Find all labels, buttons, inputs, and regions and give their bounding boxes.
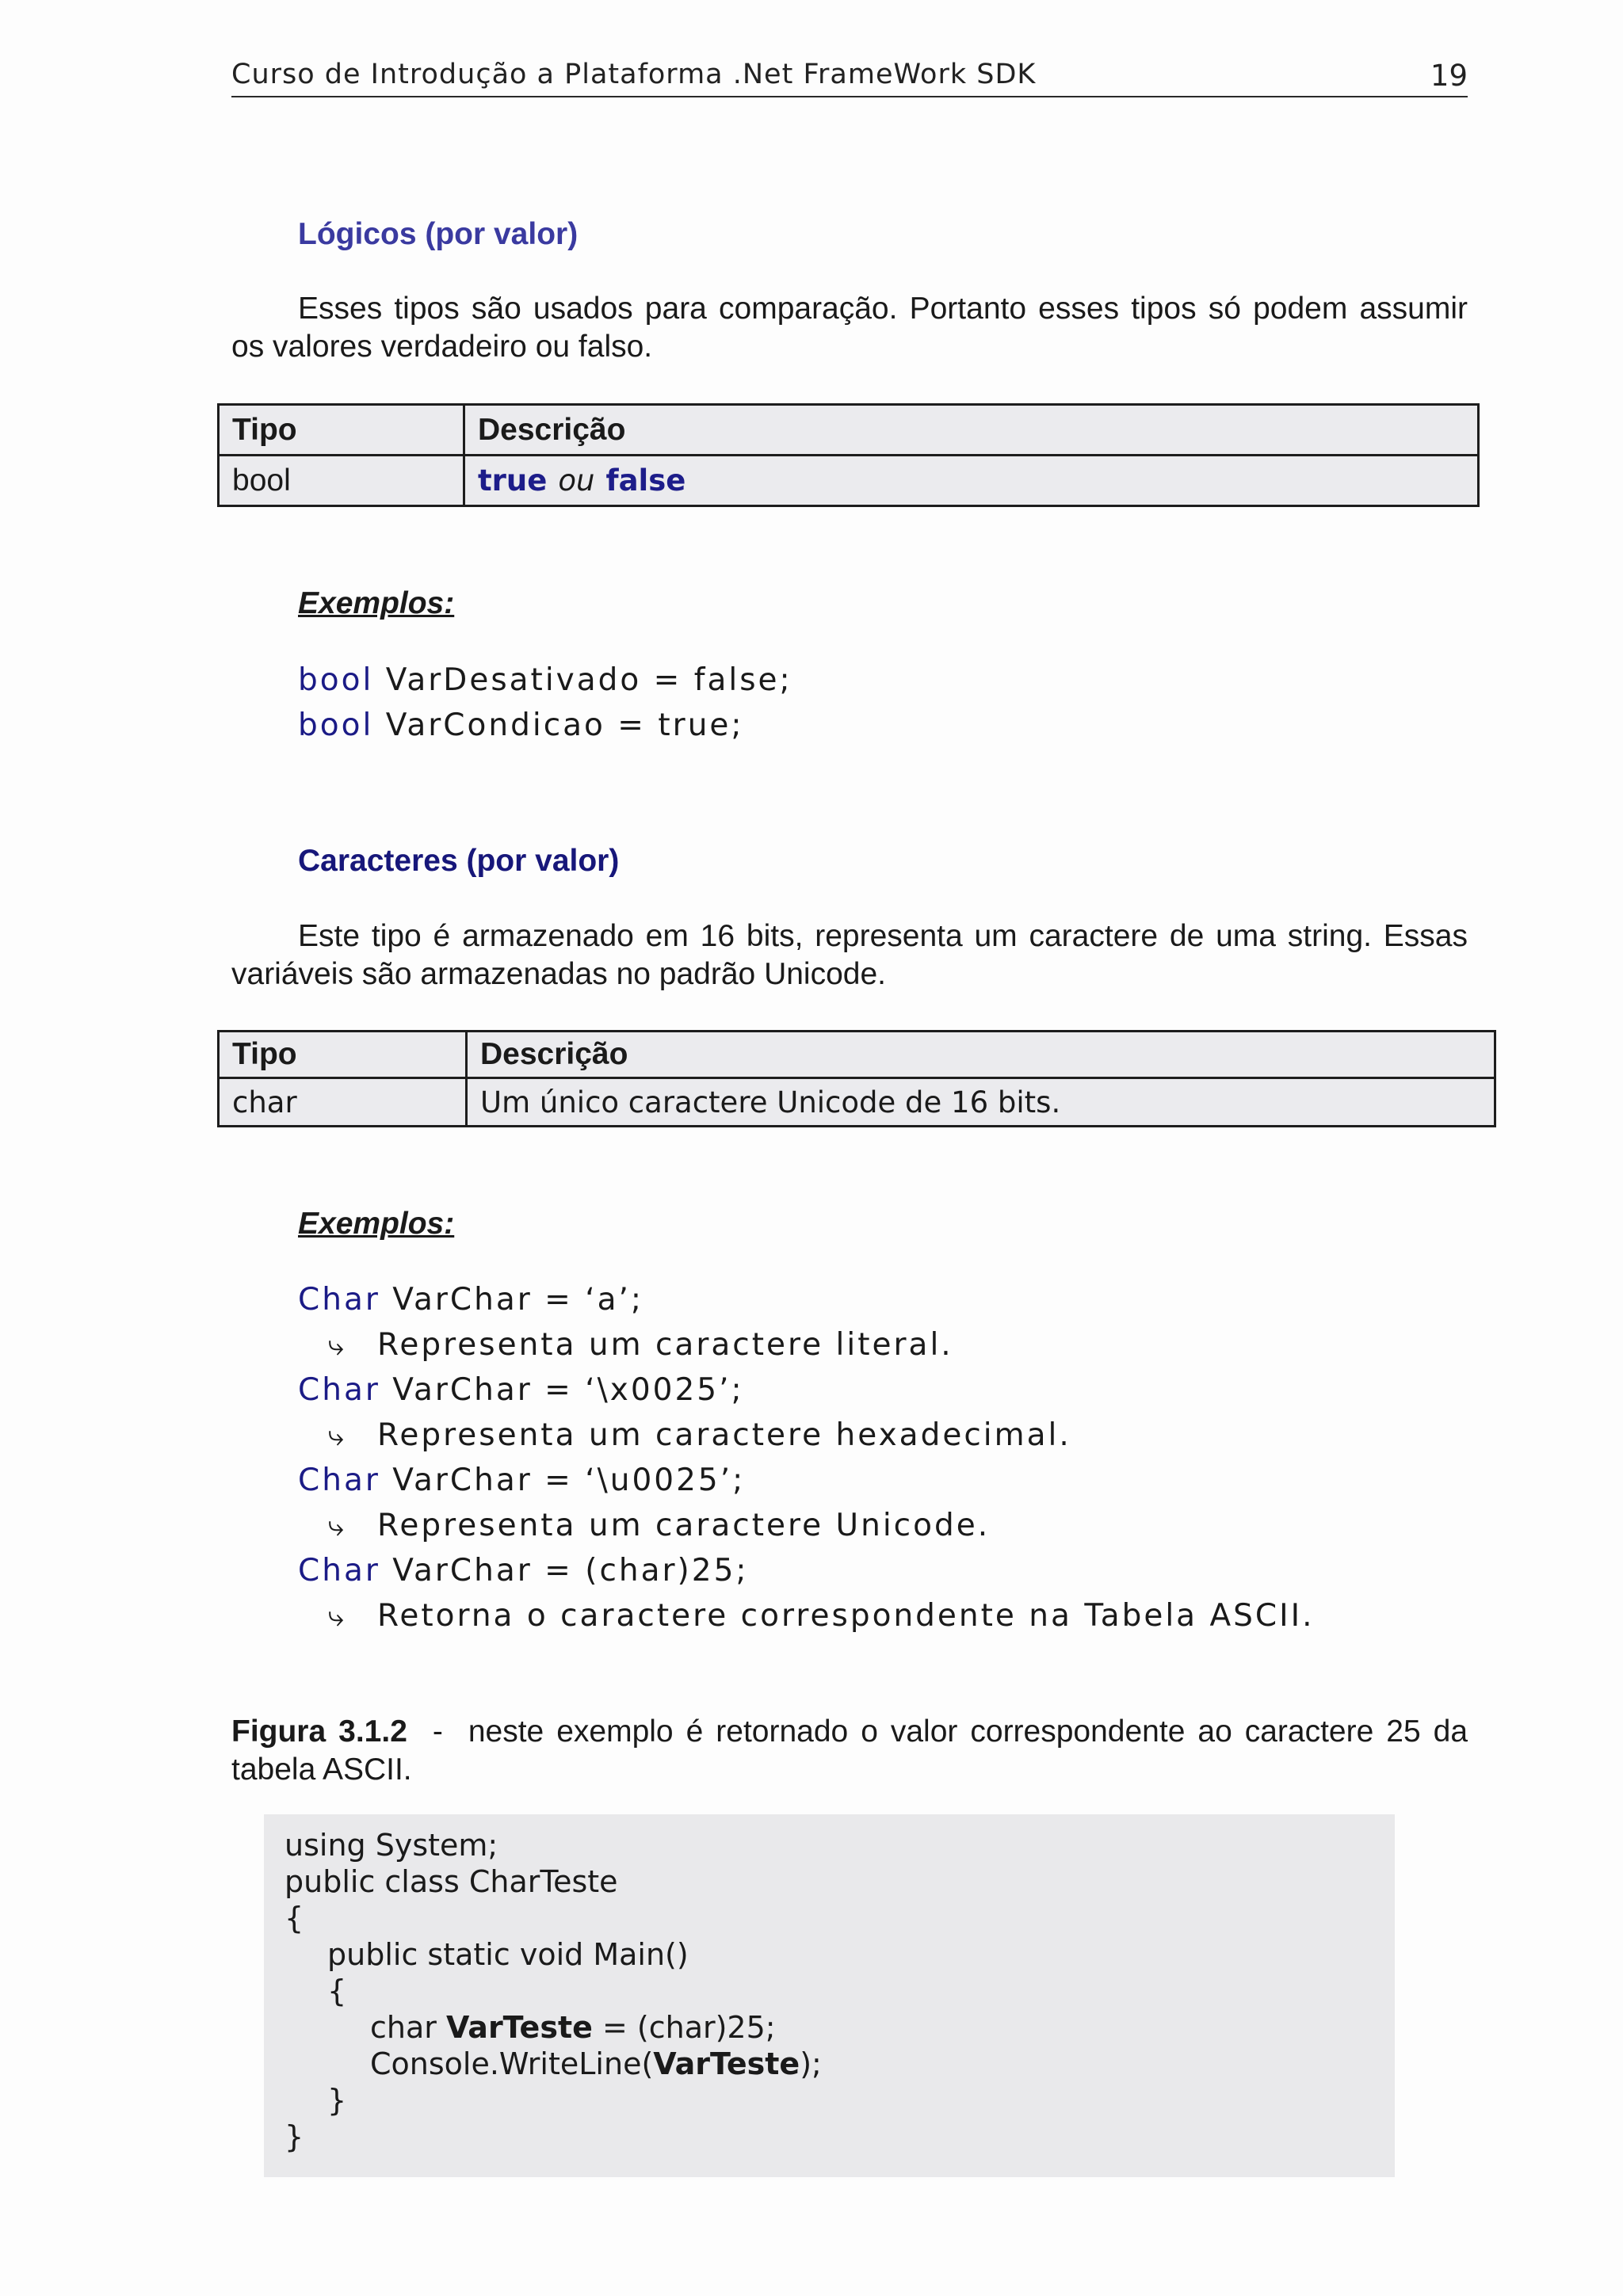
table-header-tipo: Tipo xyxy=(219,1032,467,1078)
code-text: VarChar = ‘\x0025’; xyxy=(380,1372,744,1408)
code-line xyxy=(298,1372,744,1408)
header-rule xyxy=(231,96,1468,97)
code-token: = (char)25; xyxy=(592,2010,776,2045)
note-line xyxy=(328,1417,1071,1453)
code-line xyxy=(298,662,792,698)
code-line xyxy=(298,1553,749,1589)
table-header-descricao: Descrição xyxy=(467,1032,1495,1078)
code-listing-line: { xyxy=(285,1901,304,1936)
paragraph-caracteres xyxy=(231,917,1468,994)
figure-text: neste exemplo é retornado o valor correspondente ao caractere 25 da tabela ASCII. xyxy=(231,1714,1468,1787)
table-cell-desc: Um único caractere Unicode de 16 bits. xyxy=(467,1078,1495,1127)
figure-label: Figura 3.1.2 xyxy=(231,1714,407,1749)
code-keyword: Char xyxy=(298,1372,380,1408)
running-header-title: Curso de Introdução a Plataforma .Net FrameWork SDK xyxy=(231,59,1037,90)
table-header-descricao: Descrição xyxy=(464,405,1479,456)
note-text: Representa um caractere Unicode. xyxy=(377,1508,991,1543)
hooked-arrow-icon: ⤷ xyxy=(328,1510,345,1543)
examples-label-1: Exemplos: xyxy=(298,586,455,620)
code-variable: VarTeste xyxy=(445,2010,593,2045)
code-text: VarChar = ‘\u0025’; xyxy=(380,1463,746,1498)
note-text: Representa um caractere literal. xyxy=(377,1327,953,1363)
type-bool: bool xyxy=(232,463,291,498)
table-cell-desc xyxy=(464,456,1479,506)
hooked-arrow-icon: ⤷ xyxy=(328,1420,345,1452)
note-text: Representa um caractere hexadecimal. xyxy=(377,1417,1071,1453)
code-keyword: Char xyxy=(298,1553,380,1589)
code-variable: VarTeste xyxy=(653,2046,800,2081)
table-header-tipo: Tipo xyxy=(219,405,464,456)
code-line xyxy=(298,1463,745,1498)
code-keyword: bool xyxy=(298,707,374,743)
paragraph-logicos-text: Esses tipos são usados para comparação. Portanto esses tipos só podem assumir os valores verdadeiro ou falso. xyxy=(231,292,1468,364)
code-line xyxy=(298,1282,643,1318)
paragraph-logicos xyxy=(231,290,1468,366)
table-caracteres xyxy=(217,1030,1496,1127)
figure-separator: - xyxy=(432,1714,443,1749)
note-text: Retorna o caractere correspondente na Tabela ASCII. xyxy=(377,1598,1315,1634)
code-line xyxy=(298,707,744,743)
table-cell-type xyxy=(219,456,464,506)
code-keyword: bool xyxy=(298,662,374,698)
code-listing-line xyxy=(370,2046,822,2081)
code-listing-line: using System; xyxy=(285,1828,498,1863)
value-false: false xyxy=(605,463,686,498)
word-ou: ou xyxy=(558,463,595,498)
examples-label-2: Exemplos: xyxy=(298,1207,455,1241)
code-listing-line xyxy=(370,2010,776,2045)
figure-caption xyxy=(231,1713,1468,1789)
table-logicos xyxy=(217,403,1480,507)
note-line xyxy=(328,1327,953,1363)
table-row xyxy=(219,456,1479,506)
table-row xyxy=(219,1078,1495,1127)
code-keyword: Char xyxy=(298,1282,380,1318)
code-text: VarChar = (char)25; xyxy=(380,1553,749,1589)
code-listing-line: } xyxy=(285,2119,304,2154)
section-title-caracteres: Caracteres (por valor) xyxy=(298,844,620,878)
note-line xyxy=(328,1598,1315,1634)
code-listing-box xyxy=(264,1814,1395,2177)
note-line xyxy=(328,1508,990,1543)
code-token: char xyxy=(370,2010,446,2045)
code-listing-line: } xyxy=(327,2083,347,2118)
table-header-row xyxy=(219,405,1479,456)
value-true: true xyxy=(478,463,548,498)
code-listing-line: { xyxy=(327,1974,347,2008)
code-token: Console.WriteLine( xyxy=(370,2046,654,2081)
code-text: VarDesativado = false; xyxy=(373,662,792,698)
code-text: VarChar = ‘a’; xyxy=(380,1282,644,1318)
code-token: ); xyxy=(800,2046,822,2081)
table-header-row xyxy=(219,1032,1495,1078)
code-keyword: Char xyxy=(298,1463,380,1498)
page-number: 19 xyxy=(1430,59,1468,93)
hooked-arrow-icon: ⤷ xyxy=(328,1600,345,1633)
code-listing-line: public class CharTeste xyxy=(285,1864,618,1899)
code-text: VarCondicao = true; xyxy=(373,707,744,743)
hooked-arrow-icon: ⤷ xyxy=(328,1329,345,1362)
paragraph-caracteres-text: Este tipo é armazenado em 16 bits, representa um caractere de uma string. Essas variáveis são armazenadas no padrão Unicode. xyxy=(231,919,1468,991)
section-title-logicos: Lógicos (por valor) xyxy=(298,217,579,251)
code-listing-line: public static void Main() xyxy=(327,1937,689,1972)
table-cell-type: char xyxy=(219,1078,467,1127)
